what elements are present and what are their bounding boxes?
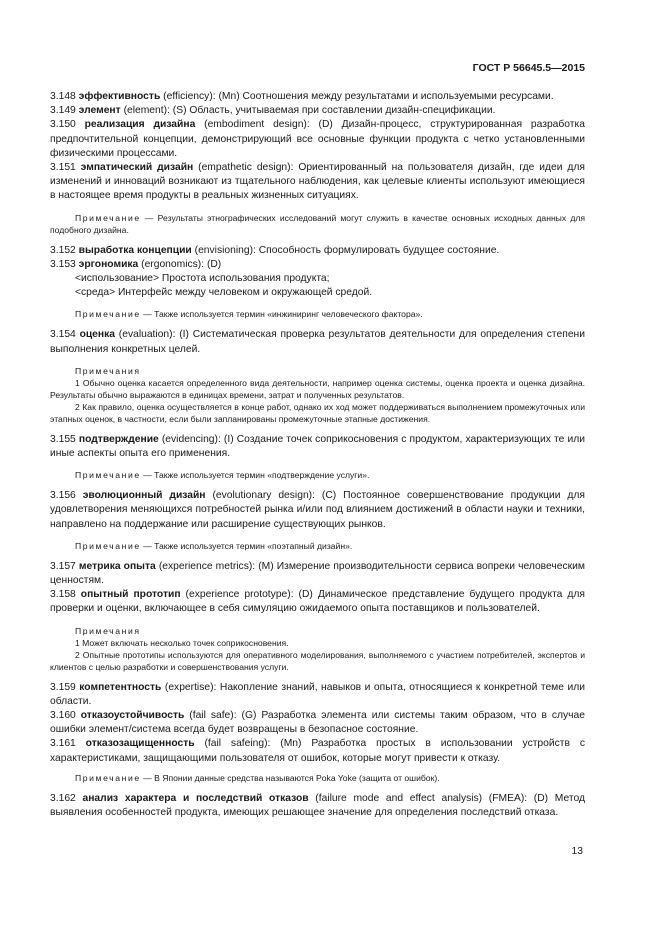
term-entry-3-155 (50, 433, 585, 461)
entry-number: 3.152 (50, 244, 76, 256)
term-entry-3-148 (50, 90, 585, 104)
entry-term: отказозащищенность (85, 738, 195, 750)
term-entry-3-158 (50, 588, 585, 616)
note-3-158-item-2: 2 Опытные прототипы используются для оперативного моделирования, выполняемого с участием потребителей, экспертов и клиентов с целью разработки и совершенствования услуги. (50, 649, 585, 672)
entry-term: опытный прототип (80, 589, 181, 601)
entry-number: 3.161 (50, 738, 76, 750)
entry-term: подтверждение (78, 433, 159, 445)
entry-definition: (element): (S) Область, учитываемая при составлении дизайн-спецификации. (120, 105, 496, 117)
term-entry-3-151 (50, 161, 585, 204)
term-entry-3-161 (50, 737, 585, 765)
entry-number: 3.151 (50, 162, 76, 174)
entry-number: 3.156 (50, 490, 76, 502)
note-label: Примечания (75, 365, 141, 376)
entry-number: 3.154 (50, 329, 76, 341)
term-entry-3-150 (50, 118, 585, 161)
document-header: ГОСТ Р 56645.5—2015 (472, 62, 585, 74)
entry-definition: (evaluation): (I) Систематическая проверка результатов деятельности для определения степени выполнения конкретных целей. (50, 329, 585, 355)
term-entry-3-153-environment: <среда> Интерфейс между человеком и окружающей средой. (75, 287, 373, 299)
note-label: Примечание (75, 772, 141, 783)
note-dash: — (140, 212, 158, 223)
term-entry-3-162 (50, 792, 585, 820)
entry-definition: (experience metrics): (M) Измерение производительности сервиса вопреки человеческим ценностям. (50, 560, 585, 587)
term-entry-3-160 (50, 709, 585, 737)
page-number: 13 (571, 846, 583, 857)
entry-definition: (expertise): Накопление знаний, навыков и опыта, относящиеся к конкретной теме или области. (50, 681, 585, 707)
note-text: В Японии данные средства называются Poka Yoke (защита от ошибок). (154, 772, 440, 783)
note-text: Также используется термин «подтверждение услуги». (154, 470, 370, 481)
entry-number: 3.159 (50, 681, 76, 693)
term-entry-3-149 (50, 104, 585, 118)
note-dash: — (140, 309, 155, 320)
entry-term: компетентность (79, 681, 162, 693)
term-entry-3-154 (50, 328, 585, 356)
notes-3-158-label (50, 625, 585, 637)
entry-definition: (experience prototype): (D) Динамическое представление будущего продукта для проверки и оценки, включающее в себя симуляцию ожидаемого опыта поставщиков и пользователей. (50, 589, 585, 615)
entry-number: 3.162 (50, 792, 76, 804)
note-dash: — (140, 470, 155, 481)
note-3-156 (50, 540, 585, 552)
entry-definition: (efficiency): (Mn) Соотношения между результатами и используемыми ресурсами. (160, 91, 554, 102)
note-text: Результаты этнографических исследований могут служить в качестве основных исходных данных для подобного дизайна. (50, 212, 585, 235)
entry-definition: (envisioning): Способность формулировать будущее состояние. (191, 244, 500, 256)
note-label: Примечания (75, 625, 141, 636)
term-entry-3-153-usage: <использование> Простота использования продукта; (75, 273, 330, 285)
entry-term: оценка (79, 329, 116, 341)
entry-definition: (embodiment design): (D) Дизайн-процесс, структурированная разработка предпочтительной концепции, демонстрирующий все основные функции продукта с четко установленными физическими процессами. (50, 119, 585, 159)
note-text: Также используется термин «поэтапный дизайн». (154, 540, 353, 551)
entry-definition: (ergonomics): (D) (138, 258, 222, 270)
entry-number: 3.155 (50, 433, 76, 445)
entry-number: 3.153 (50, 258, 76, 270)
entry-number: 3.157 (50, 560, 76, 572)
note-3-154-item-1: 1 Обычно оценка касается определенного вида деятельности, например оценка системы, оценка проекта и оценка дизайна. Результаты обычно выражаются в единицах времени, затрат и полученных результатов. (50, 377, 585, 400)
entry-definition: (failure mode and effect analysis) (FMEA): (D) Метод выявления особенностей продукта, имеющих решающее значение для определения последствий отказа. (50, 792, 585, 819)
entry-definition: (fail safe): (G) Разработка элемента или системы таким образом, что в случае ошибки элемент/система всегда будет возвращены в безопасное состояние. (50, 710, 585, 736)
term-entry-3-152 (50, 244, 585, 258)
note-3-161 (50, 772, 585, 784)
term-entry-3-157 (50, 560, 585, 588)
note-dash: — (140, 540, 155, 551)
note-label: Примечание (75, 470, 141, 481)
note-label: Примечание (75, 309, 141, 320)
notes-3-154-label (50, 365, 585, 377)
entry-definition: (fail safeing): (Mn) Разработка простых в использовании устройств с характеристиками, защищающими пользователя от ошибок, которые могут привести к отказу. (50, 738, 585, 764)
entry-term: эволюционный дизайн (82, 490, 206, 502)
entry-definition: (evidencing): (I) Создание точек соприкосновения с продуктом, характеризующих те или иные аспекты опыта его применения. (50, 433, 585, 460)
entry-number: 3.148 (50, 91, 76, 102)
entry-term: метрика опыта (78, 560, 156, 572)
note-label: Примечание (75, 212, 141, 223)
note-3-154-item-2: 2 Как правило, оценка осуществляется в конце работ, однако их ход может поддерживаться выполнением промежуточных или этапных оценок, в частности, если были запланированы промежуточные этапные достижения. (50, 401, 585, 424)
entry-term: выработка концепции (78, 244, 192, 256)
entry-term: анализ характера и последствий отказов (82, 792, 309, 804)
entry-number: 3.149 (50, 105, 76, 117)
term-entry-3-153 (50, 258, 585, 272)
note-3-158-item-1: 1 Может включать несколько точек соприкосновения. (75, 637, 289, 648)
note-3-153 (50, 308, 585, 320)
term-entry-3-156 (50, 489, 585, 532)
entry-definition: (evolutionary design): (C) Постоянное совершенствование продукции для удовлетворения меняющихся потребностей рынка и/или под влиянием достижений в области науки и техники, направлено на поддержание или расширение существующих рынков. (50, 490, 585, 530)
entry-term: эргономика (78, 258, 139, 270)
term-entry-3-159 (50, 681, 585, 709)
entry-number: 3.160 (50, 710, 76, 722)
entry-number: 3.158 (50, 589, 76, 601)
entry-term: реализация дизайна (84, 119, 196, 131)
entry-term: элемент (78, 105, 121, 117)
document-body (50, 90, 585, 820)
entry-number: 3.150 (50, 119, 76, 131)
note-3-155 (50, 469, 585, 481)
entry-term: эмпатический дизайн (80, 162, 194, 174)
entry-term: отказоустойчивость (80, 710, 185, 722)
note-dash: — (140, 772, 155, 783)
note-label: Примечание (75, 540, 141, 551)
entry-definition: (empathetic design): Ориентированный на пользователя дизайн, где идеи для изменений и инноваций возникают из тщательного наблюдения, как целевые клиенты используют имеющиеся в настоящее время продукты в реальных жизненных ситуациях. (50, 162, 585, 202)
entry-term: эффективность (78, 91, 161, 102)
note-3-151 (50, 212, 585, 236)
note-text: Также используется термин «инжиниринг человеческого фактора». (154, 309, 423, 320)
